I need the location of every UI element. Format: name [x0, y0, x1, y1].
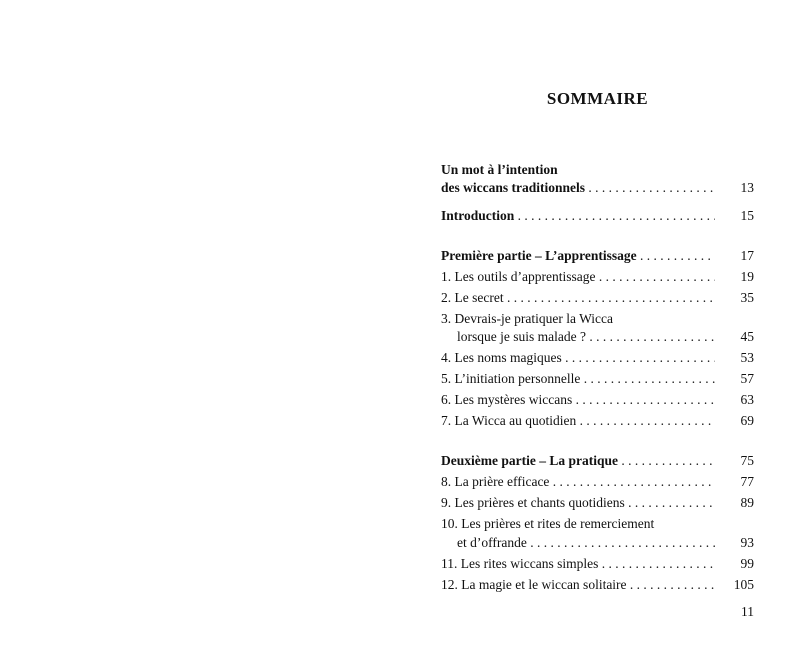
toc-page-number: 53 [740, 350, 754, 365]
toc-label: 10. Les prières et rites de remerciement [441, 516, 655, 531]
toc-page-number: 35 [740, 290, 754, 305]
toc-page-number: 15 [740, 208, 754, 223]
toc-page-number: 105 [733, 577, 754, 592]
toc-page-number: 45 [740, 329, 754, 344]
toc-entry-chapter-11 [441, 554, 754, 574]
toc-label: 1. Les outils d’apprentissage [441, 269, 596, 284]
toc-label: 2. Le secret [441, 290, 504, 305]
toc-entry-foreword-line1 [441, 160, 754, 180]
toc-page-number: 89 [740, 495, 754, 510]
toc-label: 11. Les rites wiccans simples [441, 556, 599, 571]
toc-label: des wiccans traditionnels [441, 180, 586, 195]
toc-entry-chapter-8 [441, 472, 754, 492]
toc-label: Première partie – L’apprentissage [441, 248, 637, 263]
toc-label: 12. La magie et le wiccan solitaire [441, 577, 627, 592]
toc-label: Introduction [441, 208, 515, 223]
toc-entry-chapter-6 [441, 390, 754, 410]
toc-label: 8. La prière efficace [441, 474, 550, 489]
toc-page-number: 69 [740, 413, 754, 428]
toc-entry-chapter-3 [441, 327, 754, 347]
toc-page-number: 75 [740, 453, 754, 468]
toc-page-number: 19 [740, 269, 754, 284]
toc-page-number: 17 [740, 248, 754, 263]
toc-label: 5. L’initiation personnelle [441, 371, 581, 386]
toc-page-number: 63 [740, 392, 754, 407]
toc-label: Deuxième partie – La pratique [441, 453, 618, 468]
toc-label: et d’offrande [457, 535, 527, 550]
toc-entry-chapter-1 [441, 267, 754, 287]
toc-entry-foreword [441, 178, 754, 198]
toc-label: 9. Les prières et chants quotidiens [441, 495, 625, 510]
toc-entry-chapter-2 [441, 288, 754, 308]
toc-entry-chapter-5 [441, 369, 754, 389]
toc-label: 4. Les noms magiques [441, 350, 562, 365]
toc-label: 6. Les mystères wiccans [441, 392, 573, 407]
toc-page-number: 99 [740, 556, 754, 571]
toc-label: 3. Devrais-je pratiquer la Wicca [441, 311, 613, 326]
toc-entry-introduction [441, 206, 754, 226]
page-number: 11 [741, 604, 754, 619]
toc-entry-part-two [441, 451, 754, 471]
toc-entry-chapter-10 [441, 533, 754, 553]
toc-entry-chapter-9 [441, 493, 754, 513]
toc-page-number: 77 [740, 474, 754, 489]
toc-page-number: 93 [740, 535, 754, 550]
toc-page-number: 57 [740, 371, 754, 386]
toc-entry-chapter-10-line1 [441, 514, 754, 534]
toc-label: lorsque je suis malade ? [457, 329, 586, 344]
toc-label: Un mot à l’intention [441, 162, 558, 177]
toc-entry-chapter-4 [441, 348, 754, 368]
toc-label: 7. La Wicca au quotidien [441, 413, 577, 428]
toc-page-number: 13 [740, 180, 754, 195]
toc-entry-chapter-12 [441, 575, 754, 595]
page-title: SOMMAIRE [546, 89, 649, 108]
toc-entry-chapter-7 [441, 411, 754, 431]
toc-entry-part-one [441, 246, 754, 266]
toc-entry-chapter-3-line1 [441, 309, 754, 329]
